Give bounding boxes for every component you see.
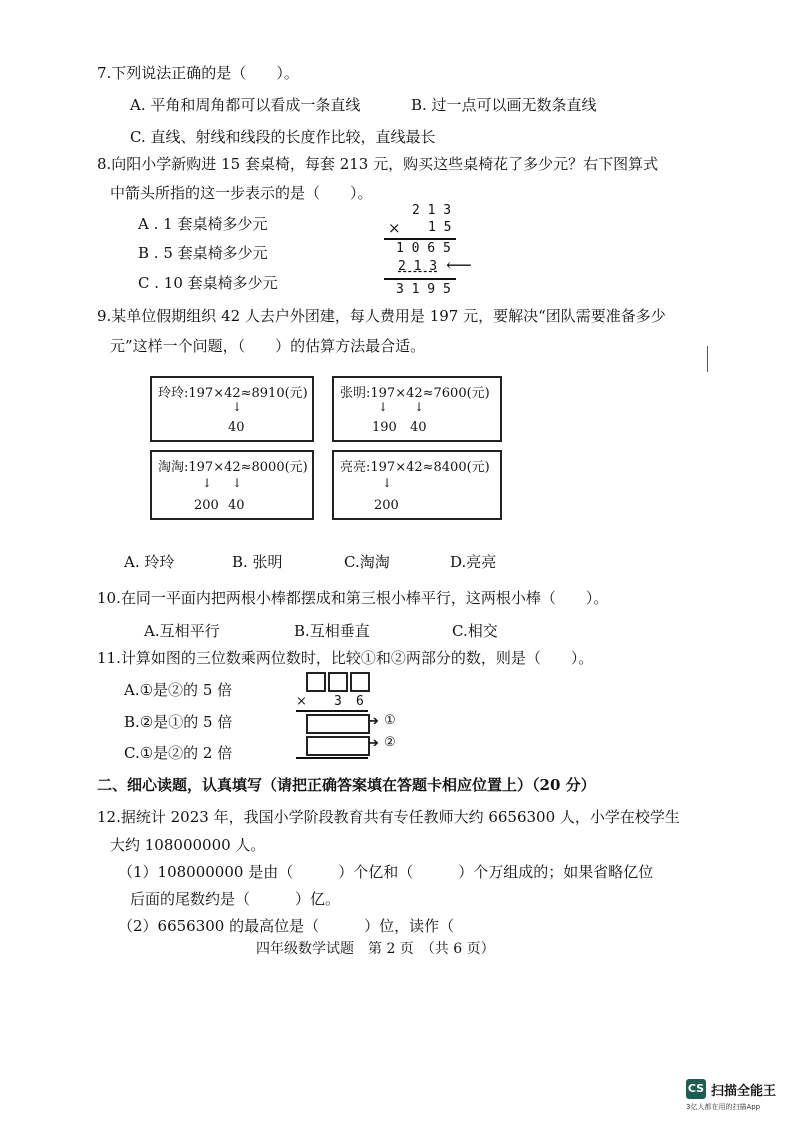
q12-part2: （2）6656300 的最高位是（ ）位，读作（ xyxy=(118,917,455,935)
q11-option-c: C.①是②的 2 倍 xyxy=(124,744,233,762)
q11-stem: 11.计算如图的三位数乘两位数时，比较①和②两部分的数，则是（ ）。 xyxy=(97,649,594,667)
down-arrow-icon: ↓ xyxy=(232,476,243,490)
times-sign: × xyxy=(296,694,307,709)
q8-stem-line2: 中箭头所指的这一步表示的是（ ）。 xyxy=(110,184,373,202)
q12-stem-line2: 大约 108000000 人。 xyxy=(110,836,266,854)
q10-stem: 10.在同一平面内把两根小棒都摆成和第三根小棒平行，这两根小棒（ ）。 xyxy=(97,589,609,607)
right-arrow-icon: ➔ xyxy=(368,736,379,751)
part-label-2: ② xyxy=(384,735,396,750)
estimate-number: 40 xyxy=(228,420,245,435)
q11-option-a: A.①是②的 5 倍 xyxy=(124,681,233,699)
watermark-name: 扫描全能王 xyxy=(711,1084,777,1099)
q7-option-c: C. 直线、射线和线段的长度作比较，直线最长 xyxy=(130,128,436,146)
estimate-expr: 玲玲:197×42≈8910(元) xyxy=(158,386,308,401)
q8-option-c: C . 10 套桌椅多少元 xyxy=(138,274,278,292)
digit-box xyxy=(306,672,326,692)
q10-option-a: A.互相平行 xyxy=(144,622,220,640)
page-footer: 四年级数学试题 第 2 页 （共 6 页） xyxy=(256,941,495,957)
calc-row-1065: 1 0 6 5 xyxy=(396,241,451,256)
estimate-box-lingling xyxy=(150,376,314,442)
q10-option-b: B.互相垂直 xyxy=(294,622,370,640)
down-arrow-icon: ↓ xyxy=(378,400,389,414)
scan-mark xyxy=(707,346,708,372)
estimate-box-liangliang xyxy=(332,450,502,520)
q9-option-c: C.淘淘 xyxy=(344,553,390,571)
down-arrow-icon: ↓ xyxy=(202,476,213,490)
estimate-number: 190 xyxy=(372,420,397,435)
q9-option-a: A. 玲玲 xyxy=(124,553,175,571)
q7-option-b: B. 过一点可以画无数条直线 xyxy=(411,96,597,114)
q8-option-b: B . 5 套桌椅多少元 xyxy=(138,244,268,262)
digit-box xyxy=(328,672,348,692)
calc-line xyxy=(296,710,368,712)
estimate-number: 40 xyxy=(228,498,245,513)
q9-option-d: D.亮亮 xyxy=(450,553,497,571)
q8-option-a: A . 1 套桌椅多少元 xyxy=(138,215,268,233)
section-heading: 二、细心读题，认真填写（请把正确答案填在答题卡相应位置上）（20 分） xyxy=(97,776,596,794)
watermark-subtitle: 3亿人都在用的扫描App xyxy=(686,1103,761,1111)
q12-part1-line2: 后面的尾数约是（ ）亿。 xyxy=(130,890,341,908)
q7-stem: 7.下列说法正确的是（ ）。 xyxy=(97,64,299,82)
calc-row-213-shift: 2 1 3 xyxy=(398,259,438,274)
estimate-number: 200 xyxy=(194,498,219,513)
estimate-number: 200 xyxy=(374,498,399,513)
digit-box xyxy=(350,672,370,692)
down-arrow-icon: ↓ xyxy=(232,400,243,414)
estimate-number: 40 xyxy=(410,420,427,435)
q11-option-b: B.②是①的 5 倍 xyxy=(124,713,233,731)
q10-option-c: C.相交 xyxy=(452,622,498,640)
left-arrow-icon: ⟵ xyxy=(446,255,472,276)
partial-product-box-2 xyxy=(306,736,370,756)
calc-line-1 xyxy=(384,238,456,240)
q12-stem-line1: 12.据统计 2023 年，我国小学阶段教育共有专任教师大约 6656300 人，小学在校学生 xyxy=(97,808,680,826)
calc-line-2 xyxy=(384,278,456,280)
q9-option-b: B. 张明 xyxy=(232,553,283,571)
calc-row-15: 1 5 xyxy=(428,220,452,235)
q12-part1-line1: （1）108000000 是由（ ）个亿和（ ）个万组成的；如果省略亿位 xyxy=(118,863,654,881)
q9-stem-line2: 元”这样一个问题，（ ）的估算方法最合适。 xyxy=(110,337,426,355)
right-arrow-icon: ➔ xyxy=(368,714,379,729)
estimate-expr: 亮亮:197×42≈8400(元) xyxy=(340,460,490,475)
calc-row-213: 2 1 3 xyxy=(412,203,452,218)
calc-row-3195: 3 1 9 5 xyxy=(396,282,451,297)
down-arrow-icon: ↓ xyxy=(382,476,393,490)
part-label-1: ① xyxy=(384,713,396,728)
calc-line xyxy=(296,757,368,759)
estimate-box-zhangming xyxy=(332,376,502,442)
estimate-box-taotao xyxy=(150,450,314,520)
multiplier-digit: 3 xyxy=(334,694,342,709)
calc-times-sign: × xyxy=(388,219,401,237)
multiplier-digit: 6 xyxy=(356,694,364,709)
q9-stem-line1: 9.某单位假期组织 42 人去户外团建，每人费用是 197 元，要解决“团队需要准备多少 xyxy=(97,307,666,325)
q8-stem-line1: 8.向阳小学新购进 15 套桌椅，每套 213 元，购买这些桌椅花了多少元？右下图算式 xyxy=(97,155,659,173)
down-arrow-icon: ↓ xyxy=(414,400,425,414)
estimate-expr: 张明:197×42≈7600(元) xyxy=(340,386,490,401)
partial-product-box-1 xyxy=(306,714,370,734)
estimate-expr: 淘淘:197×42≈8000(元) xyxy=(158,460,308,475)
camscanner-logo-icon: CS xyxy=(686,1079,706,1099)
q7-option-a: A. 平角和周角都可以看成一条直线 xyxy=(130,96,361,114)
